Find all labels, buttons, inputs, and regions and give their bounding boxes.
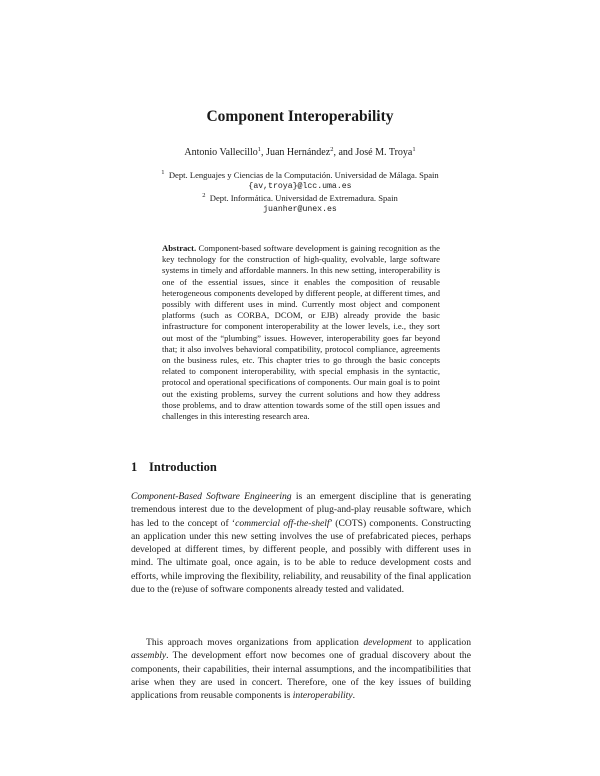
author-affil-mark: 1	[257, 146, 262, 153]
affiliation-text: Dept. Informática. Universidad de Extremadura. Spain	[209, 193, 398, 203]
author-name: José M. Troya	[355, 147, 413, 158]
paragraph-text: . The development effort now becomes one of gradual discovery about the components, their capabilities, their internal assumptions, and the incompatibilities that arise when they are used in concert. Therefore, one of the key issues of building applications from reusable components is	[131, 650, 471, 702]
author-affil-mark: 2	[330, 146, 334, 153]
term-emphasis: interoperability	[292, 690, 353, 702]
affiliation-mark: 2	[202, 192, 206, 199]
paragraph-text: is an emergent discipline that is generating tremendous interest due to the development of plug-and-play reusable software, which has led to the concept of ‘	[131, 491, 471, 529]
term-emphasis: development	[363, 637, 412, 648]
affiliation-email: {av,troya}@lcc.uma.es	[248, 182, 352, 192]
paragraph-text: ’ (COTS) components. Constructing an application under this new setting involves the use of prefabricated pieces, perhaps developed at different times, by different people, and possibly with different uses in mind. The ultimate goal, once again, is to be able to reduce development costs and efforts, while improving the flexibility, reliability, and reusability of the final application due to the (re)use of software components already tested and validated.	[131, 517, 471, 596]
author-list	[0, 147, 600, 158]
paragraph-text: to application	[411, 637, 471, 648]
body-paragraph	[131, 490, 471, 596]
paper-title: Component Interoperability	[206, 108, 394, 125]
abstract	[162, 243, 440, 422]
affiliation	[0, 170, 600, 192]
abstract-text: Component-based software development is gaining recognition as the key technology for the construction of high-quality, evolvable, large software systems in timely and affordable manners. In this new setting, interoperability is one of the essential issues, since it enables the composition of reusable heterogeneous components developed by different people, at different times, and possibly with different uses in mind. Currently most object and component platforms (such as CORBA, DCOM, or EJB) already provide the basic infrastructure for component interoperability at the lower levels, i.e., they sort out most of the “plumbing” issues. However, interoperability goes far beyond that; it also involves behavioral compatibility, protocol compliance, agreements on the business rules, etc. This chapter tries to go through the basic concepts related to component interoperability, with special emphasis in the syntactic, protocol and operational specifications of components. Our main goal is to point out the existing problems, survey the current solutions and how they address those problems, and to draw attention towards some of the still open issues and challenges in this interesting research area.	[162, 243, 440, 422]
affiliation-mark: 1	[161, 169, 165, 176]
paragraph-text: This approach moves organizations from application	[146, 637, 364, 648]
author-separator: ,	[261, 147, 267, 158]
author-name: Antonio Vallecillo	[184, 147, 258, 158]
author-name: Juan Hernández	[266, 147, 331, 158]
section-number: 1	[131, 460, 138, 474]
author-separator: , and	[333, 147, 356, 158]
affiliation-text: Dept. Lenguajes y Ciencias de la Computación. Universidad de Málaga. Spain	[168, 170, 439, 180]
paragraph-text: .	[352, 690, 356, 702]
section-heading	[131, 460, 217, 475]
section-title: Introduction	[149, 460, 217, 474]
term-emphasis: assembly	[131, 650, 167, 662]
author-affil-mark: 1	[412, 146, 416, 153]
term-emphasis: Component-Based Software Engineering	[131, 491, 292, 502]
affiliation-email: juanher@unex.es	[263, 205, 337, 215]
term-emphasis: commercial off-the-shelf	[235, 517, 330, 529]
body-paragraph	[131, 636, 471, 702]
affiliation	[0, 193, 600, 215]
abstract-label: Abstract.	[162, 243, 197, 253]
